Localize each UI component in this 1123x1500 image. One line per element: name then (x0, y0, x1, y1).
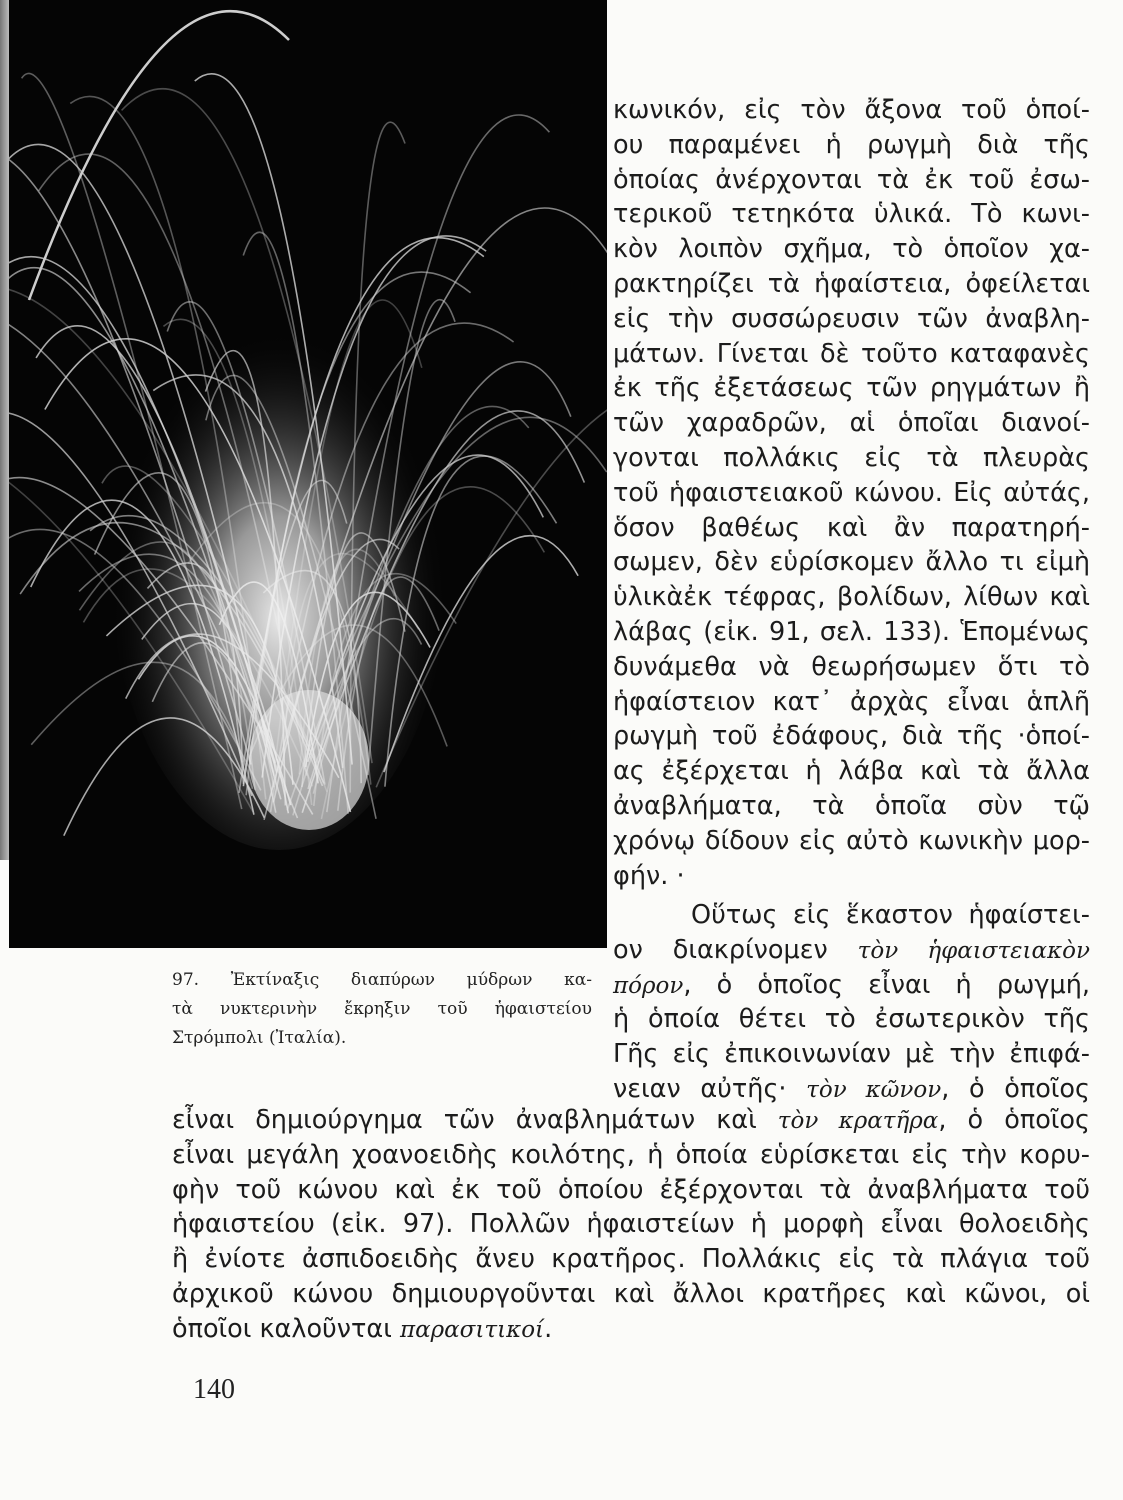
text-segment: ἡ ὁποία θέτει τὸ ἐσωτερικὸν τῆς (613, 1004, 1090, 1035)
text-line: ας ἐξέρχεται ἡ λάβα καὶ τὰ ἄλλα (613, 756, 1090, 787)
text-line: ἡφαίστειον κατ᾽ ἀρχὰς εἶναι ἁπλῆ (613, 686, 1090, 717)
text-line (613, 933, 1090, 968)
text-segment: ἢ ἐνίοτε ἀσπιδοειδὴς ἄνευ κρατῆρος. Πολλάκις εἰς τὰ πλάγια τοῦ (172, 1244, 1090, 1275)
text-full-width (172, 1103, 1090, 1347)
italic-term: πόρον (613, 972, 684, 999)
italic-term: παρασιτικοί (399, 1316, 545, 1343)
text-segment: νειαν αὐτῆς· (613, 1073, 807, 1104)
text-line: ὅσον βαθέως καὶ ἂν παρατηρή- (613, 512, 1090, 543)
italic-term: τὸν κῶνον (806, 1076, 942, 1103)
text-line: Στρόμπολι (Ἰταλία). (172, 1028, 347, 1048)
text-line: ἀναβλήματα, τὰ ὁποῖα σὺν τῷ (613, 790, 1090, 821)
text-line: ὑλικὰἐκ τέφρας, βολίδων, λίθων καὶ (613, 582, 1090, 613)
text-line: ρωγμὴ τοῦ ἐδάφους, διὰ τῆς ·ὁποί- (613, 721, 1090, 752)
text-segment: . (544, 1313, 553, 1344)
text-line: τὰ νυκτερινὴν ἔκρηξιν τοῦ ἡφαιστείου (172, 999, 592, 1019)
text-segment: , ὁ ὁποῖος (941, 1073, 1090, 1104)
eruption-image (9, 0, 607, 948)
text-column-right-paragraph-2 (613, 898, 1090, 1107)
text-line (172, 1138, 1090, 1173)
text-line: δυνάμεθα νὰ θεωρήσωμεν ὅτι τὸ (613, 651, 1090, 682)
text-line: κωνικόν, εἰς τὸν ἄξονα τοῦ ὁποί- (613, 95, 1090, 125)
text-segment: ον διακρίνομεν (613, 934, 858, 965)
text-line: ὁποίας ἀνέρχονται τὰ ἐκ τοῦ ἐσω- (613, 164, 1090, 195)
text-line: τῶν χαραδρῶν, αἱ ὁποῖαι διανοί- (613, 408, 1090, 439)
text-line: τοῦ ἡφαιστειακοῦ κώνου. Εἰς αὐτάς, (613, 477, 1090, 508)
text-segment: Γῆς εἰς ἐπικοινωνίαν μὲ τὴν ἐπιφά- (613, 1039, 1090, 1070)
italic-term: τὸν κρατῆρα (777, 1108, 939, 1134)
text-line: σωμεν, δὲν εὑρίσκομεν ἄλλο τι εἰμὴ (613, 547, 1090, 578)
text-line: εἰς τὴν συσσώρευσιν τῶν ἀναβλη- (613, 303, 1090, 334)
text-line: φήν. · (613, 860, 685, 891)
text-line (172, 1103, 1090, 1138)
text-line (172, 1207, 1090, 1242)
text-line: ἐκ τῆς ἐξετάσεως τῶν ρηγμάτων ἢ (613, 373, 1090, 404)
figure-caption (172, 966, 592, 1053)
text-segment: Οὕτως εἰς ἕκαστον ἡφαίστει- (691, 900, 1090, 930)
text-line: μάτων. Γίνεται δὲ τοῦτο καταφανὲς (613, 338, 1090, 369)
text-segment: , ὁ ὁποῖος (938, 1105, 1090, 1135)
text-line (613, 1002, 1090, 1037)
text-segment: εἶναι μεγάλη χοανοειδὴς κοιλότης, ἡ ὁποία εὑρίσκεται εἰς τὴν κορυ- (172, 1139, 1090, 1170)
text-line: κὸν λοιπὸν σχῆμα, τὸ ὁποῖον χα- (613, 234, 1090, 265)
text-line: ρακτηρίζει τὰ ἡφαίστεια, ὀφείλεται (613, 268, 1090, 299)
text-line: 97. Ἐκτίναξις διαπύρων μύδρων κα- (172, 970, 592, 990)
figure-97-photo (9, 0, 607, 948)
text-segment: ἀρχικοῦ κώνου δημιουργοῦνται καὶ ἄλλοι κρατῆρες καὶ κῶνοι, οἱ (172, 1278, 1090, 1309)
text-line: γονται πολλάκις εἰς τὰ πλευρὰς (613, 442, 1090, 473)
text-line (613, 968, 1090, 1003)
text-line: ου παραμένει ἡ ρωγμὴ διὰ τῆς (613, 129, 1090, 160)
lava-arc (29, 11, 289, 300)
text-segment: ὁποῖοι καλοῦνται (172, 1313, 400, 1344)
text-line (172, 1277, 1090, 1312)
text-line (613, 898, 1090, 933)
text-line: λάβας (εἰκ. 91, σελ. 133). Ἑπομένως (613, 616, 1090, 647)
text-line (172, 1242, 1090, 1277)
text-line (172, 1173, 1090, 1208)
scan-edge (0, 0, 9, 860)
text-column-right (613, 93, 1090, 893)
italic-term: τὸν ἡφαιστειακὸν (857, 937, 1090, 964)
text-line (613, 1037, 1090, 1072)
text-line (613, 1072, 1090, 1107)
text-line (172, 1312, 1090, 1347)
text-segment: εἶναι δημιούργημα τῶν ἀναβλημάτων καὶ (172, 1105, 778, 1135)
text-segment: φὴν τοῦ κώνου καὶ ἐκ τοῦ ὁποίου ἐξέρχονται τὰ ἀναβλήματα τοῦ (172, 1174, 1090, 1205)
text-segment: , ὁ ὁποῖος εἶναι ἡ ρωγμή, (683, 969, 1090, 1000)
text-segment: ἡφαιστείου (εἰκ. 97). Πολλῶν ἡφαιστείων ἡ μορφὴ εἶναι θολοειδὴς (172, 1209, 1090, 1240)
text-line: χρόνῳ δίδουν εἰς αὐτὸ κωνικὴν μορ- (613, 825, 1090, 856)
text-line: τερικοῦ τετηκότα ὑλικά. Τὸ κωνι- (613, 199, 1090, 230)
page-number: 140 (193, 1374, 235, 1405)
